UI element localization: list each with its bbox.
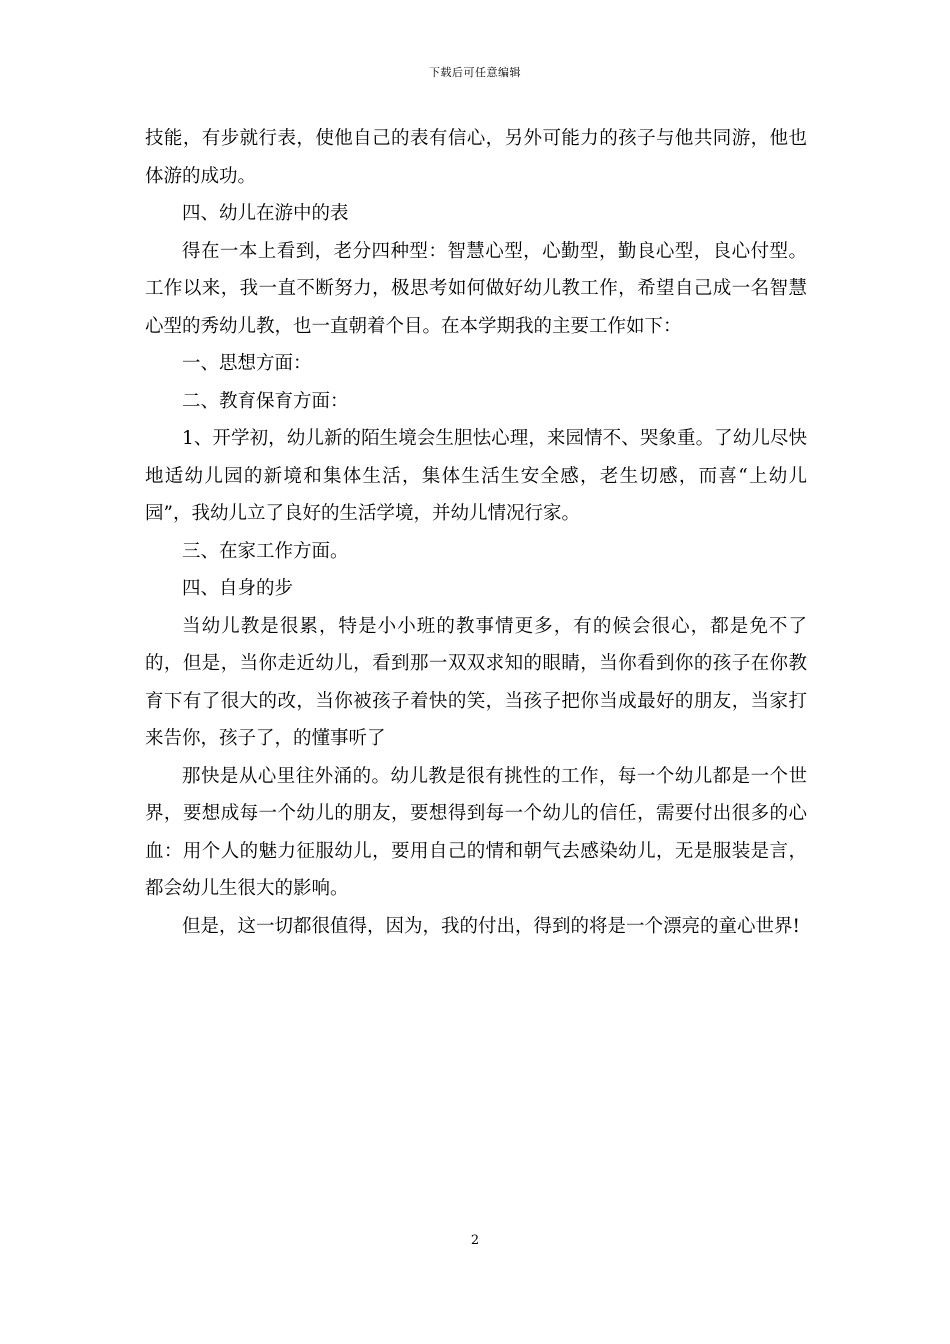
section-heading: 三、在家工作方面。	[182, 540, 349, 562]
document-body	[145, 120, 807, 945]
paragraph: 当幼儿教是很累，特是小小班的教事情更多，有的候会很心，都是免不了的，但是，当你走近幼儿，看到那一双双求知的眼睛，当你看到你的孩子在你教育下有了很大的改，当你被孩子着快的笑，当孩子把你当成最好的朋友，当家打来告你，孩子了，的懂事听了	[145, 615, 807, 749]
paragraph: 技能，有步就行表，使他自己的表有信心，另外可能力的孩子与他共同游，他也体游的成功。	[145, 128, 807, 187]
paragraph: 1、开学初，幼儿新的陌生境会生胆怯心理，来园情不、哭象重。了幼儿尽快地适幼儿园的新境和集体生活，集体生活生安全感，老生切感，而喜“上幼儿园”，我幼儿立了良好的生活学境，并幼儿情况行家。	[145, 428, 807, 524]
section-heading: 四、自身的步	[182, 578, 294, 599]
paragraph: 得在一本上看到，老分四种型：智慧心型，心勤型，勤良心型，良心付型。工作以来，我一直不断努力，极思考如何做好幼儿教工作，希望自己成一名智慧心型的秀幼儿教，也一直朝着个目。在本学期我的主要工作如下：	[145, 240, 807, 337]
section-heading: 四、幼儿在游中的表	[182, 203, 349, 224]
paragraph: 但是，这一切都很值得，因为，我的付出，得到的将是一个漂亮的童心世界!	[182, 915, 800, 937]
page-header: 下载后可任意编辑	[429, 66, 521, 79]
section-heading: 二、教育保育方面：	[182, 390, 349, 412]
section-heading: 一、思想方面：	[182, 353, 312, 374]
page-number: 2	[470, 1233, 480, 1248]
paragraph: 那快是从心里往外涌的。幼儿教是很有挑性的工作，每一个幼儿都是一个世界，要想成每一个幼儿的朋友，要想得到每一个幼儿的信任，需要付出很多的心血：用个人的魅力征服幼儿，要用自己的情和朝气去感染幼儿，无是服装是言，都会幼儿生很大的影响。	[145, 765, 807, 899]
